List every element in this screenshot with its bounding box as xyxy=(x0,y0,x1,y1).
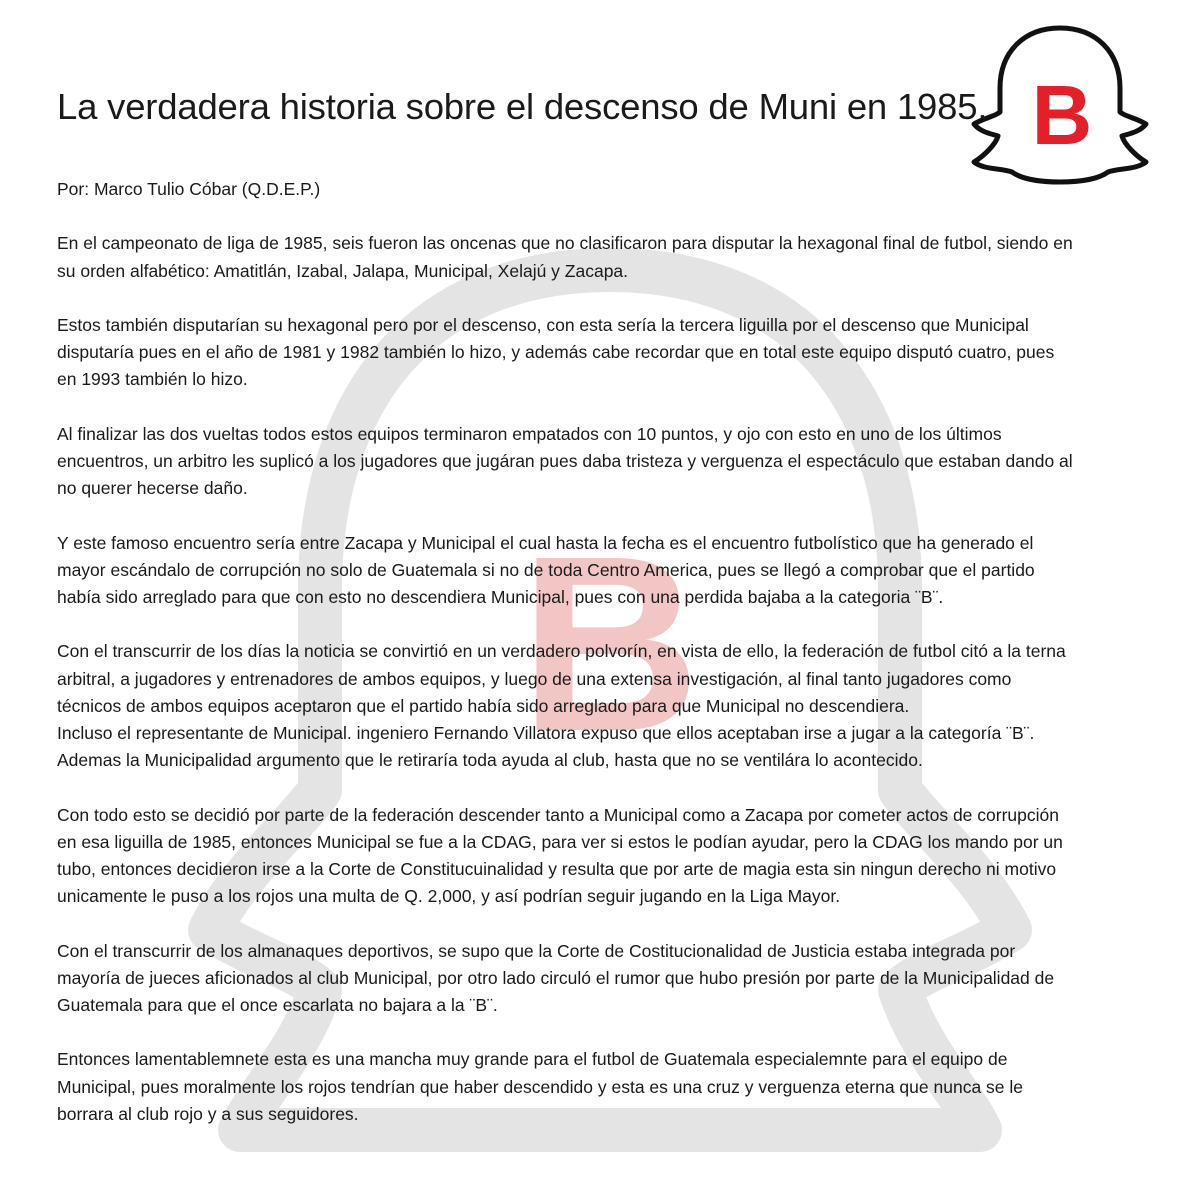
logo-letter: B xyxy=(1031,68,1093,162)
paragraph-2 xyxy=(57,312,1157,394)
paragraph-line: disputaría pues en el año de 1981 y 1982 también lo hizo, y además cabe recordar que en total este equipo disputó cuatro, pues xyxy=(57,342,1055,363)
paragraph-line: Con el transcurrir de los días la noticia se convirtió en un verdadero polvorín, en vista de ello, la federación de futbol citó a la terna xyxy=(57,641,1066,662)
paragraph-line: unicamente le puso a los rojos una multa de Q. 2,000, y así podrían seguir jugando en la Liga Mayor. xyxy=(57,886,841,907)
paragraph-line: Estos también disputarían su hexagonal pero por el descenso, con esta sería la tercera liguilla por el descenso que Municipal xyxy=(57,314,1029,335)
paragraph-8 xyxy=(57,1046,1157,1128)
paragraph-line: Entonces lamentablemnete esta es una mancha muy grande para el futbol de Guatemala especialemnte para el equipo de xyxy=(57,1049,1008,1070)
article-byline: Por: Marco Tulio Cóbar (Q.D.E.P.) xyxy=(57,179,321,199)
article-title: La verdadera historia sobre el descenso de Muni en 1985. xyxy=(57,86,988,127)
paragraph-line: su orden alfabético: Amatitlán, Izabal, Jalapa, Municipal, Xelajú y Zacapa. xyxy=(57,260,629,281)
paragraph-line: mayoría de jueces aficionados al club Municipal, por otro lado circuló el rumor que hubo presión por parte de la Municipalidad de xyxy=(57,967,1055,988)
paragraph-line: Y este famoso encuentro sería entre Zacapa y Municipal el cual hasta la fecha es el encuentro futbolístico que ha generado el xyxy=(57,532,1034,553)
paragraph-4 xyxy=(57,530,1157,612)
article-body xyxy=(57,176,1157,1128)
paragraph-line: Con todo esto se decidió por parte de la federación descender tanto a Municipal como a Zacapa por cometer actos de corrupción xyxy=(57,804,1059,825)
paragraph-line: tubo, entonces decidieron irse a la Corte de Constitucuinalidad y resulta que por arte de magia esta sin ningun derecho ni motivo xyxy=(57,858,1057,879)
paragraph-line: encuentros, un arbitro les suplicó a los jugadores que jugáran pues daba tristeza y verguenza el espectáculo que estaban dando al xyxy=(57,450,1073,471)
paragraph-line: técnicos de ambos equipos aceptaron que el partido había sido arreglado para que Municipal no descendiera. xyxy=(57,695,910,716)
paragraph-line: borrara al club rojo y a sus seguidores. xyxy=(57,1103,359,1124)
paragraph-line: Con el transcurrir de los almanaques deportivos, se supo que la Corte de Costitucionalidad de Justicia estaba integrada por xyxy=(57,940,1016,961)
paragraph-6 xyxy=(57,802,1157,911)
paragraph-line: arbitral, a jugadores y entrenadores de ambos equipos, y luego de una extensa investigación, al final tanto jugadores como xyxy=(57,668,1012,689)
paragraph-line: Municipal, pues moralmente los rojos tendrían que haber descendido y esta es una cruz y verguenza eterna que nunca se le xyxy=(57,1076,1024,1097)
paragraph-3 xyxy=(57,421,1157,503)
paragraph-line: en esa liguilla de 1985, entonces Municipal se fue a la CDAG, para ver si estos le podían ayudar, pero la CDAG los mando por un xyxy=(57,831,1063,852)
paragraph-7 xyxy=(57,938,1157,1020)
watermark-letter: B xyxy=(519,504,701,783)
paragraph-5 xyxy=(57,638,1157,774)
paragraph-line: había sido arreglado para que con esto no descendiera Municipal, pues con una perdida bajaba a la categoria ¨B¨. xyxy=(57,586,944,607)
paragraph-1 xyxy=(57,230,1157,284)
paragraph-line: Ademas la Municipalidad argumento que le retiraría toda ayuda al club, hasta que no se ventilára lo acontecido. xyxy=(57,750,923,771)
paragraph-line: Al finalizar las dos vueltas todos estos equipos terminaron empatados con 10 puntos, y ojo con esto en uno de los últimos xyxy=(57,423,1002,444)
paragraph-line: Incluso el representante de Municipal. ingeniero Fernando Villatora expuso que ellos aceptaban irse a jugar a la categoría ¨B¨. xyxy=(57,722,1035,743)
paragraph-line: mayor escándalo de corrupción no solo de Guatemala si no de toda Centro America, pues se llegó a comprobar que el partido xyxy=(57,559,1035,580)
paragraph-line: no querer hecerse daño. xyxy=(57,478,248,499)
paragraph-line: en 1993 también lo hizo. xyxy=(57,369,248,390)
snapchat-ghost-logo-icon xyxy=(968,20,1153,190)
paragraph-line: Guatemala para que el once escarlata no bajara a la ¨B¨. xyxy=(57,994,498,1015)
paragraph-line: En el campeonato de liga de 1985, seis fueron las oncenas que no clasificaron para disputar la hexagonal final de futbol, siendo en xyxy=(57,233,1073,254)
